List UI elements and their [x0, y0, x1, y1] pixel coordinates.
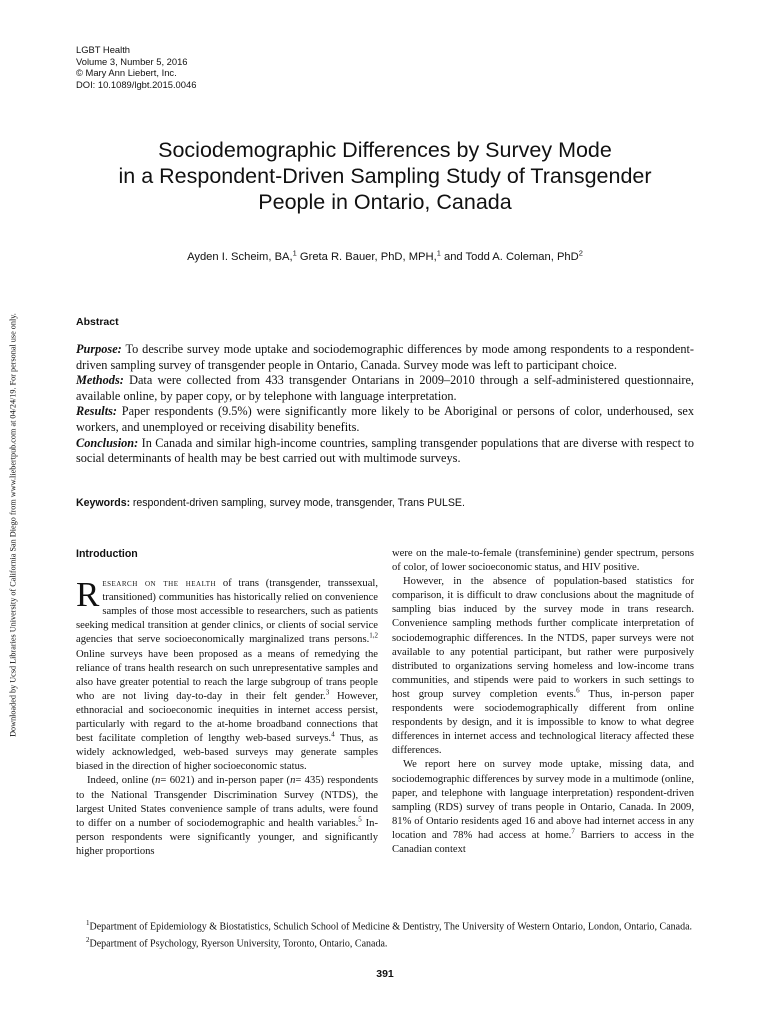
drop-cap: R	[76, 575, 100, 615]
keywords-text: respondent-driven sampling, survey mode, transgender, Trans PULSE.	[132, 497, 465, 509]
author-2-affiliation: 1	[436, 248, 441, 257]
journal-info	[76, 44, 196, 90]
methods-label: Methods:	[76, 373, 124, 388]
citation: 4	[331, 730, 335, 739]
results-label: Results:	[76, 404, 117, 419]
citation: 3	[325, 688, 330, 697]
abstract-results: Results: Paper respondents (9.5%) were significantly more likely to be Aboriginal or persons of color, underhoused, sex workers, and unemployed or receiving disability benefits.	[76, 404, 695, 434]
author-3-affiliation: 2	[578, 248, 583, 257]
body-column-right	[392, 547, 694, 857]
article-title	[70, 137, 700, 215]
lead-in-smallcaps: esearch on the health	[102, 578, 217, 590]
abstract-methods: Methods: Data were collected from 433 transgender Ontarians in 2009–2010 through a self-administered questionnaire, available online, by paper copy, or by telephone with language interpretation.	[76, 373, 695, 403]
author-1: Ayden I. Scheim, BA,$^1$	[187, 248, 297, 263]
author-1-affiliation: 1	[292, 248, 297, 257]
journal-copyright: © Mary Ann Liebert, Inc.	[76, 67, 177, 79]
author-list	[70, 248, 700, 263]
page-number: 391	[376, 968, 394, 980]
author-3: and Todd A. Coleman, PhD$^2$	[443, 248, 583, 263]
citation: 7	[571, 827, 575, 836]
body-paragraph: However, in the absence of population-based statistics for comparison, it is difficult to draw conclusions about the magnitude of sampling bias induced by the survey mode in trans research. Convenience sampling methods further complicate interpretation of sociodemographic differences. In the NTDS, paper surveys were not available to any potential participant, but rather were purposively distributed to organizations serving homeless and low-income trans communities, and stipends were paid to workers in such settings to host group survey completion events.$^6$ Thus, in-person paper respondents were sociodemographically different from online respondents by design, and it is impossible to know to what degree differences in internet access and technological literacy affected these differences.	[392, 576, 694, 757]
abstract-heading: Abstract	[76, 316, 119, 328]
title-line-1: Sociodemographic Differences by Survey Mode	[158, 138, 612, 162]
abstract-conclusion: Conclusion: In Canada and similar high-income countries, sampling transgender populations that are diverse with respect to social determinants of health may be best carried out with multimode surveys.	[76, 435, 694, 466]
body-paragraph: Indeed, online (n= 6021) and in-person paper (n= 435) respondents to the National Transgender Discrimination Survey (NTDS), the largest United States convenience sample of trans adults, were found to differ on a number of sociodemographic and health variables.$^5$ In-person respondents were significantly younger, and significantly higher proportions	[76, 775, 379, 857]
footnote-2: $^2$Department of Psychology, Ryerson University, Toronto, Ontario, Canada.	[86, 935, 388, 950]
title-line-3: People in Ontario, Canada	[258, 190, 512, 214]
citation: 1,2	[369, 631, 378, 640]
download-notice-text: Downloaded by Ucsd Libraries University of California San Diego from www.liebertpub.com at 04/24/19. For personal use only.	[8, 313, 18, 737]
section-heading-introduction: Introduction	[76, 548, 138, 560]
citation: 6	[576, 686, 580, 695]
body-paragraph: Research on the health of trans (transgender, transsexual, transitioned) communities has historically relied on convenience samples of those most accessible to researchers, such as patients seeking medical transition at gender clinics, or clients of social service agencies that serve socioeconomically marginalized trans persons.$^{1,2}$ Online surveys have been proposed as a means of remedying the reliance of trans health research on such unrepresentative samples and also have greater potential to reach the large subgroup of trans people who are not living day-to-day in their felt gender.$^3$ However, ethnoracial and socioeconomic inequities in internet access persist, particularly with regard to the at-home broadband connections that best facilitate completion of lengthy web-based surveys.$^4$ Thus, as widely acknowledged, web-based surveys may generate samples biased in the direction of higher socioeconomic status.	[76, 575, 379, 773]
journal-volume: Volume 3, Number 5, 2016	[76, 55, 188, 67]
footnote-1: $^1$Department of Epidemiology & Biostatistics, Schulich School of Medicine & Dentistry, The University of Western Ontario, London, Ontario, Canada.	[86, 919, 693, 933]
download-notice	[2, 300, 24, 750]
footnotes	[76, 917, 694, 951]
body-paragraph: were on the male-to-female (transfeminine) gender spectrum, persons of color, of lower socioeconomic status, and HIV positive.	[392, 548, 694, 574]
keywords	[76, 497, 465, 509]
citation: 5	[358, 815, 362, 824]
journal-name: LGBT Health	[76, 44, 131, 55]
journal-doi: DOI: 10.1089/lgbt.2015.0046	[76, 78, 197, 90]
body-column-left	[76, 547, 378, 859]
keywords-label: Keywords:	[76, 497, 131, 509]
author-2: Greta R. Bauer, PhD, MPH,$^1$	[299, 248, 441, 263]
body-paragraph: We report here on survey mode uptake, missing data, and sociodemographic differences by survey mode in a multimode (online, paper, and telephone with language interpretation) respondent-driven sampling (RDS) survey of trans people in Ontario, Canada. In 2009, 81% of Ontario residents aged 16 and above had internet access in any location and 78% had access at home.$^7$ Barriers to access in the Canadian context	[392, 759, 694, 855]
purpose-label: Purpose:	[76, 342, 122, 356]
abstract-body	[76, 342, 694, 467]
abstract-purpose: Purpose: To describe survey mode uptake and sociodemographic differences by mode among respondents to a respondent-driven sampling survey of transgender people in Ontario, Canada. Survey mode was left to participant choice.	[76, 342, 694, 372]
conclusion-label: Conclusion:	[76, 435, 139, 450]
title-line-2: in a Respondent-Driven Sampling Study of Transgender	[118, 164, 652, 188]
